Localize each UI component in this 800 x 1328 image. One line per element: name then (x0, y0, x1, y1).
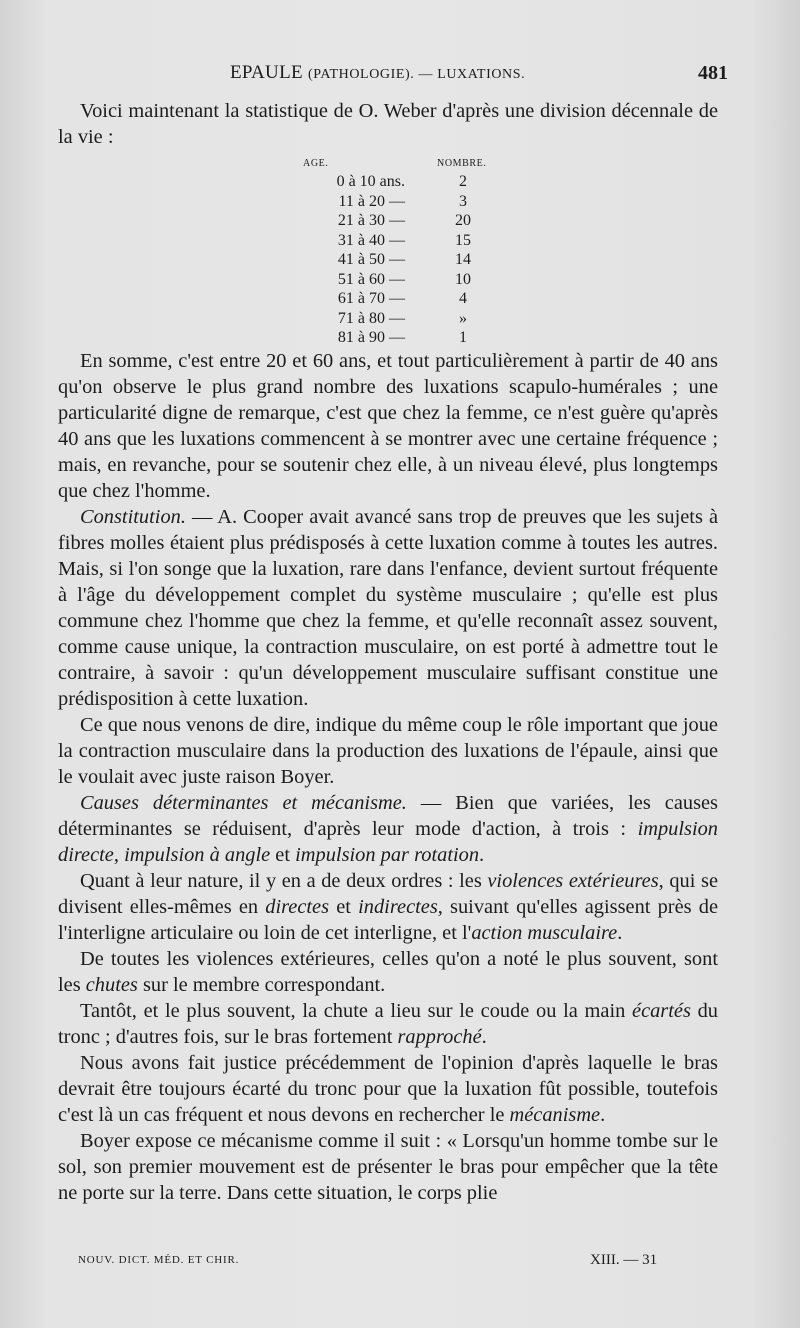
paragraph (58, 868, 718, 946)
intro-paragraph (58, 98, 718, 150)
header-title-small: (PATHOLOGIE). — LUXATIONS. (307, 67, 526, 82)
paragraph-text: du tronc ; d'autres fois, sur le bras fortement (58, 1000, 718, 1048)
emphasis: écartés (632, 1000, 691, 1022)
paragraph-text: sur le membre correspondant. (137, 974, 386, 996)
paragraph-text: . (600, 1104, 606, 1126)
table-row (255, 309, 495, 329)
age-cell: 31 à 40 — (337, 231, 405, 249)
age-column-header: AGE. (303, 158, 329, 169)
table-header (255, 152, 495, 172)
paragraph-text: et (329, 896, 359, 918)
paragraph (58, 504, 718, 712)
count-cell: 3 (459, 192, 467, 210)
age-cell: 0 à 10 ans. (336, 173, 405, 190)
paragraph-text: . (479, 844, 485, 866)
emphasis: rapproché (397, 1026, 482, 1048)
table-row (255, 328, 495, 348)
emphasis: violences extérieures (487, 870, 659, 892)
count-column-header: NOMBRE. (437, 158, 487, 169)
table-row (255, 211, 495, 231)
header-title-main: EPAULE (230, 62, 303, 83)
header-title (230, 62, 525, 84)
paragraph-text: Nous avons fait justice précédemment de l'opinion d'après laquelle le bras devrait être toujours écarté du tronc pour que la luxation fût possible, toutefois c'est là un cas fréquent et nous devons en rechercher le (58, 1052, 718, 1126)
paragraph-text: et (270, 844, 296, 866)
age-cell: 51 à 60 — (337, 270, 405, 288)
paragraph-text: Tantôt, et le plus souvent, la chute a lieu sur le coude ou la main (80, 1000, 633, 1022)
age-cell: 81 à 90 — (337, 329, 405, 346)
table-row (255, 289, 495, 309)
table-row (255, 192, 495, 212)
emphasis: impulsion directe (58, 818, 718, 866)
emphasis: mécanisme (509, 1104, 601, 1126)
running-header (60, 62, 732, 92)
emphasis: indirectes (358, 896, 438, 918)
paragraph (58, 790, 718, 868)
emphasis: directes (265, 896, 330, 918)
count-cell: 4 (459, 290, 467, 307)
paragraph-text: De toutes les violences extérieures, celles qu'on a noté le plus souvent, sont les (58, 948, 718, 996)
count-cell: 14 (455, 251, 471, 268)
footer-volume-sheet: XIII. — 31 (590, 1252, 658, 1268)
statistics-table (255, 152, 495, 348)
count-cell: 20 (455, 212, 471, 229)
emphasis: action musculaire (471, 922, 618, 944)
age-cell: 41 à 50 — (337, 251, 405, 268)
paragraph-text: , (113, 844, 125, 866)
emphasis: chutes (85, 974, 138, 996)
paragraph-text: . (481, 1026, 487, 1048)
table-row (255, 231, 495, 251)
paragraph: En somme, c'est entre 20 et 60 ans, et tout particulièrement à partir de 40 ans qu'on observe le plus grand nombre des luxations scapulo-humérales ; une particularité digne de remarque, c'est que chez la femme, ce n'est guère qu'après 40 ans que les luxations commencent à se montrer avec une certaine fréquence ; mais, en revanche, pour se soutenir chez elle, à un niveau élevé, plus longtemps que chez l'homme. (58, 350, 718, 502)
paragraph-text: , qui se divisent elles-mêmes en (58, 870, 718, 918)
emphasis: impulsion par rotation (295, 844, 480, 866)
page-footer (78, 1252, 678, 1272)
paragraph-text: , suivant qu'elles agissent près de l'interligne articulaire ou loin de cet interligne, et l' (58, 896, 718, 944)
intro-text: Voici maintenant la statistique de O. Weber d'après une division décennale de la vie : (58, 100, 718, 148)
page-number: 481 (698, 62, 728, 84)
paragraph-text: Quant à leur nature, il y en a de deux ordres : les (80, 870, 488, 892)
emphasis: impulsion à angle (124, 844, 271, 866)
age-cell: 71 à 80 — (337, 309, 405, 327)
body-text (58, 348, 718, 1206)
count-cell: 2 (459, 173, 467, 190)
age-cell: 61 à 70 — (337, 290, 405, 307)
table-row (255, 270, 495, 290)
count-cell: » (459, 309, 467, 327)
paragraph-text: — Bien que variées, les causes déterminantes se réduisent, d'après leur mode d'action, à trois : (58, 792, 718, 840)
section-heading: Constitution. (80, 506, 186, 528)
paragraph-text: . (617, 922, 623, 944)
paragraph (58, 1050, 718, 1128)
paragraph: Boyer expose ce mécanisme comme il suit : « Lorsqu'un homme tombe sur le sol, son premier mouvement est de présenter le bras pour empêcher que la tête ne porte sur la terre. Dans cette situation, le corps plie (58, 1130, 718, 1204)
count-cell: 1 (459, 329, 467, 346)
count-cell: 15 (455, 231, 471, 249)
footer-publication: NOUV. DICT. MÉD. ET CHIR. (78, 1254, 240, 1266)
section-heading: Causes déterminantes et mécanisme. (80, 792, 407, 814)
table-row (255, 250, 495, 270)
table-row (255, 172, 495, 192)
count-cell: 10 (455, 270, 471, 288)
paragraph (58, 998, 718, 1050)
paragraph (58, 946, 718, 998)
age-cell: 11 à 20 — (338, 192, 405, 210)
age-cell: 21 à 30 — (337, 212, 405, 229)
paragraph: Ce que nous venons de dire, indique du même coup le rôle important que joue la contraction musculaire dans la production des luxations de l'épaule, ainsi que le voulait avec juste raison Boyer. (58, 714, 718, 788)
paragraph-text: — A. Cooper avait avancé sans trop de preuves que les sujets à fibres molles étaient plus prédisposés à cette luxation comme à toutes les autres. Mais, si l'on songe que la luxation, rare dans l'enfance, devient surtout fréquente à l'âge du développement complet du système musculaire ; qu'elle est plus commune chez l'homme que chez la femme, et qu'elle reconnaît assez souvent, comme cause unique, la contraction musculaire, on est porté à admettre tout le contraire, à savoir : qu'un développement musculaire suffisant constitue une prédisposition à cette luxation. (58, 506, 718, 710)
